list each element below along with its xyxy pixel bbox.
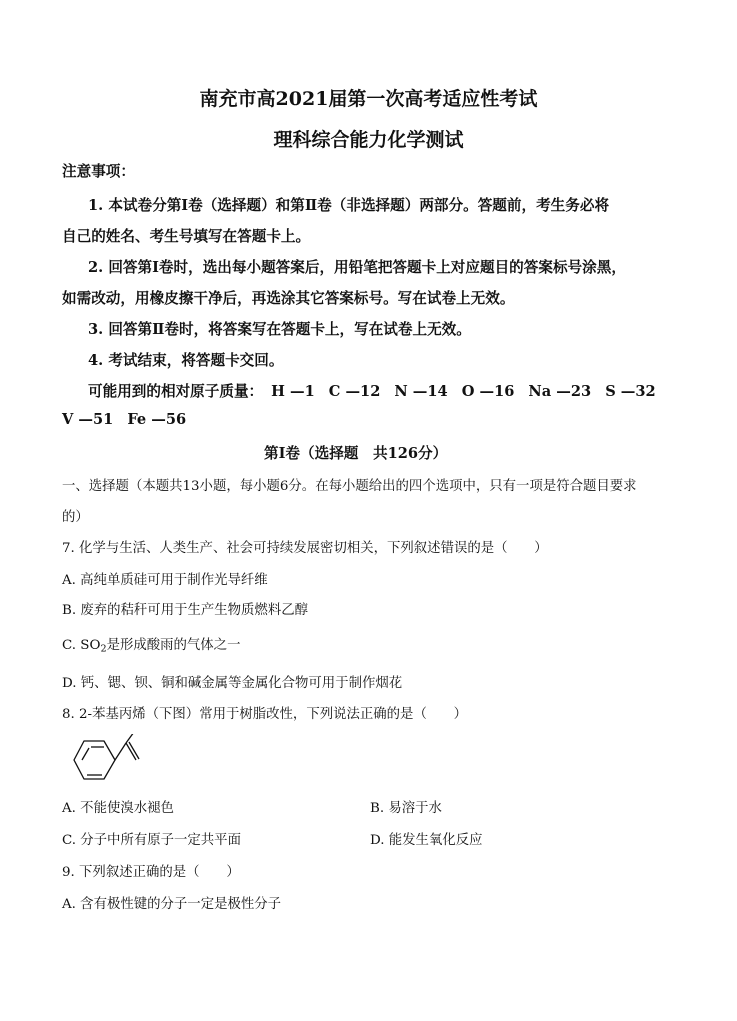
so2-formula: SO	[80, 638, 101, 653]
atomic-masses-line-2	[62, 411, 200, 428]
part-1-heading: 第Ⅰ卷（选择题 共126分）	[264, 445, 448, 462]
section-intro-line-1: 一、选择题（本题共13小题，每小题6分。在每小题给出的四个选项中，只有一项是符合题目要求	[62, 479, 637, 494]
note-1-line-1: 1. 本试卷分第Ⅰ卷（选择题）和第Ⅱ卷（非选择题）两部分。答题前，考生务必将	[88, 197, 610, 214]
exam-subtitle: 理科综合能力化学测试	[273, 129, 464, 151]
note-3: 3. 回答第Ⅱ卷时，将答案写在答题卡上，写在试卷上无效。	[88, 321, 471, 338]
exam-title: 南充市高2021届第一次高考适应性考试	[199, 88, 538, 110]
mass-s: S —32	[605, 383, 656, 400]
mass-c: C —12	[328, 383, 381, 400]
note-4: 4. 考试结束，将答题卡交回。	[88, 352, 284, 369]
mass-h: H —1	[271, 383, 315, 400]
section-intro-line-2: 的）	[62, 510, 89, 525]
note-2-line-2: 如需改动，用橡皮擦干净后，再选涂其它答案标号。写在试卷上无效。	[62, 290, 515, 307]
note-2-line-1: 2. 回答第Ⅰ卷时，选出每小题答案后，用铅笔把答题卡上对应题目的答案标号涂黑，	[88, 259, 626, 276]
mass-fe: Fe —56	[127, 411, 187, 428]
question-7-option-b: B. 废弃的秸秆可用于生产生物质燃料乙醇	[62, 603, 308, 618]
option-c-prefix: C.	[62, 638, 81, 653]
question-7-stem: 7. 化学与生活、人类生产、社会可持续发展密切相关，下列叙述错误的是（ ）	[62, 541, 548, 556]
mass-n: N —14	[394, 383, 448, 400]
notes-heading: 注意事项：	[62, 163, 135, 180]
note-1-line-2: 自己的姓名、考生号填写在答题卡上。	[62, 228, 311, 245]
question-9-stem: 9. 下列叙述正确的是（ ）	[62, 865, 240, 880]
atomic-masses-line-1	[88, 380, 670, 401]
so2-subscript: 2	[100, 643, 107, 655]
option-c-text: 是形成酸雨的气体之一	[106, 638, 241, 653]
mass-na: Na —23	[528, 383, 592, 400]
question-7-option-c	[62, 634, 240, 654]
mass-o: O —16	[461, 383, 515, 400]
2-phenylpropene-structure	[70, 734, 160, 786]
atomic-masses-label: 可能用到的相对原子质量：	[88, 383, 264, 400]
question-7-option-d: D. 钙、锶、钡、铜和碱金属等金属化合物可用于制作烟花	[62, 676, 403, 691]
question-8-option-a: A. 不能使溴水褪色	[62, 801, 174, 816]
mass-v: V —51	[62, 411, 114, 428]
question-7-option-a: A. 高纯单质硅可用于制作光导纤维	[62, 573, 268, 588]
question-8-option-c: C. 分子中所有原子一定共平面	[62, 833, 241, 848]
question-8-option-b: B. 易溶于水	[370, 801, 442, 816]
question-8-option-d: D. 能发生氧化反应	[370, 833, 483, 848]
question-8-stem: 8. 2-苯基丙烯（下图）常用于树脂改性，下列说法正确的是（ ）	[62, 707, 468, 722]
question-9-option-a: A. 含有极性键的分子一定是极性分子	[62, 897, 282, 912]
